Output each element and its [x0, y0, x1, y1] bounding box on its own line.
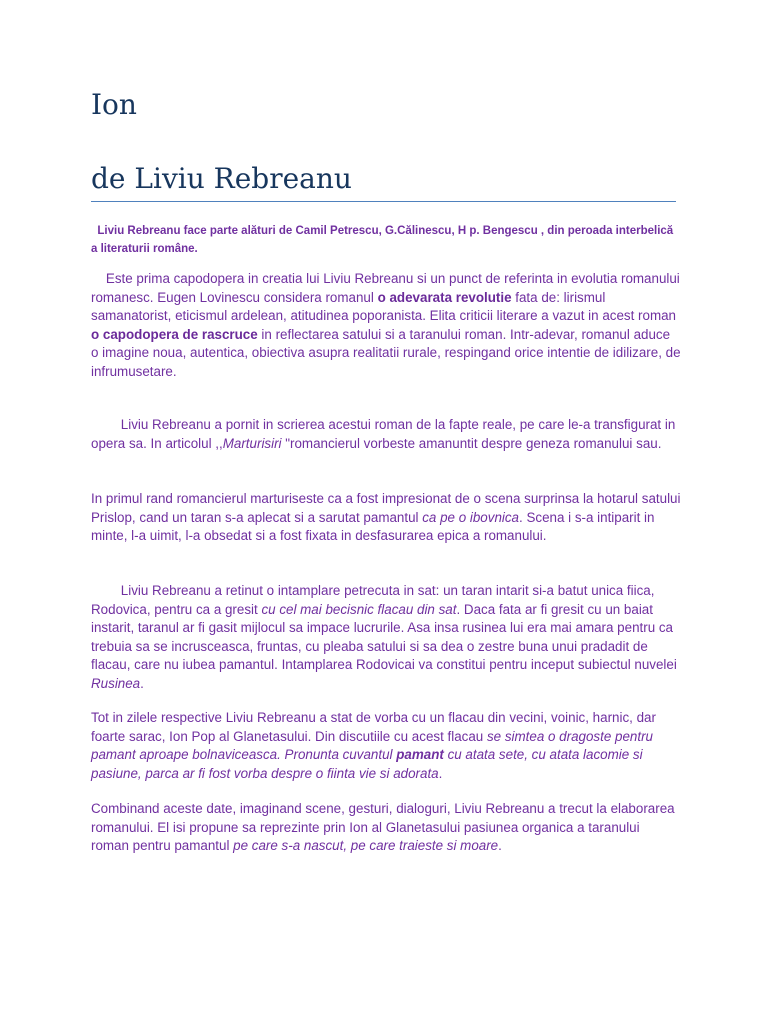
- paragraph-4-text-b: . Daca fata ar fi gresit cu un baiat instarit, taranul ar fi gasit mijlocul sa impace lucrurile. Asa insa rusinea lui era mai amara pentru ca trebuia sa se incrusceasca, fruntas, cu pleaba satului si sa dea o zestre buna unui pradadit de flacau, care nu iubea pamantul. Intamplarea Rodovicai va constitui pentru inceput subiectul nuvelei: [91, 601, 677, 672]
- paragraph-2-italic-1: Marturisiri: [222, 435, 282, 451]
- paragraph-6-italic-1: pe care s-a nascut, pe care traieste si moare: [233, 838, 499, 853]
- paragraph-5: [91, 709, 681, 783]
- document-title: Ion: [91, 88, 137, 121]
- intro-paragraph: [91, 222, 681, 258]
- paragraph-5-text-b: .: [438, 765, 443, 781]
- paragraph-4: [91, 582, 681, 693]
- paragraph-1: [91, 270, 681, 381]
- paragraph-5-bold-italic-1: pamant: [396, 747, 444, 762]
- paragraph-1-bold-1: o adevarata revolutie: [377, 289, 512, 305]
- paragraph-5-italic-1: se simtea o dragoste pentru pamant aproape bolnaviceasca. Pronunta cuvantul: [91, 728, 653, 762]
- paragraph-3-text-b: . Scena i s-a intiparit in minte, l-a uimit, l-a obsedat si a fost fixata in desfasurarea epica a romanului.: [91, 509, 655, 543]
- paragraph-4-text-c: .: [140, 675, 144, 691]
- paragraph-5-text-a: Tot in zilele respective Liviu Rebreanu a stat de vorba cu un flacau din vecini, voinic, harnic, dar foarte sarac, Ion Pop al Glanetasului. Din discutiile cu acest flacau: [91, 710, 656, 744]
- paragraph-6-text-b: .: [498, 838, 502, 853]
- paragraph-2-text-b: "romancierul vorbeste amanuntit despre geneza romanului sau.: [281, 435, 662, 451]
- paragraph-3-text-a: In primul rand romancierul marturiseste ca a fost impresionat de o scena surprinsa la hotarul satului Prislop, cand un taran s-a aplecat si a sarutat pamantul: [91, 491, 681, 525]
- intro-text: Liviu Rebreanu face parte alături de Camil Petrescu, G.Călinescu, H p. Bengescu , din peroada interbelică a literaturii române.: [91, 225, 674, 255]
- paragraph-1-text-c: fata de: lirismul samanatorist, eticismul ardelean, atitudinea poporanista. Elita criticii literare a vazut in acest roman: [91, 289, 677, 323]
- paragraph-1-text-a: Este prima capodopera in creatia lui Liviu Rebreanu si un punct de referinta in evolutia romanului romanesc. Eugen Lovinescu considera romanul: [91, 271, 680, 305]
- paragraph-6-text-a: Combinand aceste date, imaginand scene, gesturi, dialoguri, Liviu Rebreanu a trecut la elaborarea romanului. El isi propune sa reprezinte prin Ion al Glanetasului pasiunea organica a taranului roman pentru pamantul: [91, 801, 675, 853]
- paragraph-5-italic-2: cu atata sete, cu atata lacomie si pasiune, parca ar fi fost vorba despre o fiinta vie si adorata: [91, 747, 643, 781]
- paragraph-4-italic-2: Rusinea: [91, 675, 141, 691]
- paragraph-2-text-a: Liviu Rebreanu a pornit in scrierea acestui roman de la fapte reale, pe care le-a transfigurat in opera sa. In articolul ,,: [91, 417, 676, 451]
- paragraph-6: [91, 800, 681, 856]
- paragraph-2: [91, 416, 681, 453]
- paragraph-3: [91, 490, 681, 546]
- document-subtitle-author: de Liviu Rebreanu: [91, 162, 352, 195]
- paragraph-4-text-a: Liviu Rebreanu a retinut o intamplare petrecuta in sat: un taran intarit si-a batut unica fiica, Rodovica, pentru ca a gresit: [91, 583, 655, 617]
- paragraph-3-italic-1: ca pe o ibovnica: [422, 509, 520, 525]
- paragraph-4-italic-1: cu cel mai becisnic flacau din sat: [261, 601, 457, 617]
- paragraph-1-bold-2: o capodopera de rascruce: [91, 326, 258, 342]
- title-divider: [91, 201, 676, 202]
- paragraph-1-text-d: in reflectarea satului si a taranului roman. Intr-adevar, romanul aduce o imagine noua, autentica, obiectiva asupra realitatii rurale, respingand orice intentie de idilizare, de infrumusetare.: [91, 326, 681, 379]
